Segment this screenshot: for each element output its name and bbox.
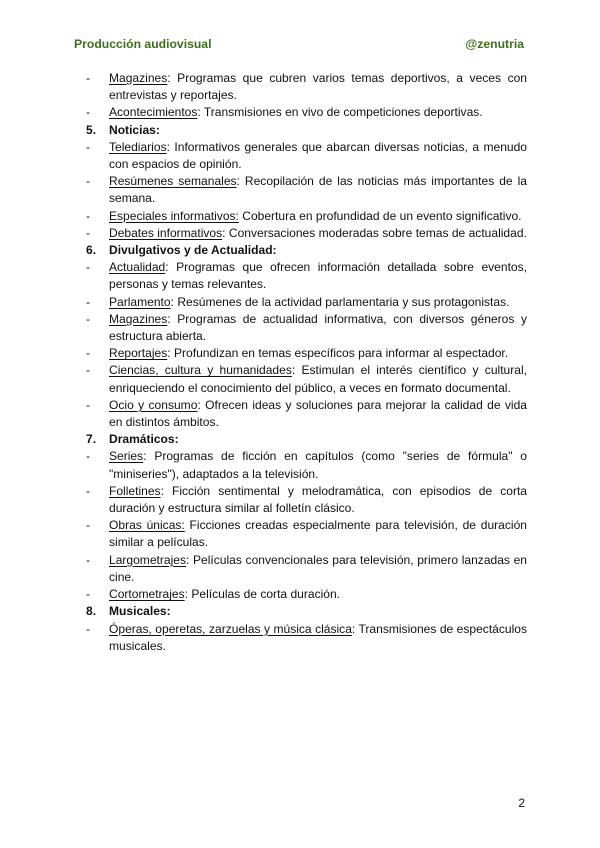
list-item	[86, 104, 527, 121]
item-term: Obras únicas:	[109, 518, 185, 533]
section-title: Musicales:	[109, 604, 171, 619]
item-description: Estimulan el interés científico y cultural, enriqueciendo el conocimiento del público, a veces en formato documental.	[109, 363, 527, 395]
bullet-dash: -	[86, 552, 91, 567]
bullet-dash: -	[86, 483, 91, 498]
list-item	[86, 483, 527, 517]
bullet-dash: -	[86, 174, 91, 189]
item-description: Recopilación de las noticias más importantes de la semana.	[109, 174, 528, 206]
item-description: Cobertura en profundidad de un evento significativo.	[238, 208, 522, 223]
item-term: Folletines	[109, 483, 161, 498]
section-number: 8.	[86, 604, 97, 619]
term-separator: :	[351, 621, 356, 636]
term-separator: :	[167, 346, 171, 361]
section-heading	[86, 431, 527, 448]
list-item	[86, 70, 527, 104]
bullet-dash: -	[86, 139, 91, 154]
term-separator: :	[197, 105, 201, 120]
bullet-dash: -	[86, 346, 91, 361]
bullet-dash: -	[86, 397, 91, 412]
item-term: Cortometrajes	[109, 587, 185, 602]
section-number: 6.	[86, 243, 97, 258]
list-item	[86, 362, 527, 396]
header-handle: @zenutria	[465, 37, 524, 51]
section-number: 7.	[86, 432, 97, 447]
list-item	[86, 173, 527, 207]
bullet-dash: -	[86, 621, 91, 636]
section-heading	[86, 122, 527, 139]
list-item	[86, 552, 527, 586]
bullet-dash: -	[86, 311, 91, 326]
item-description: Transmisiones de espectáculos musicales.	[109, 621, 527, 653]
list-item	[86, 345, 527, 362]
item-term: Telediarios	[109, 139, 167, 154]
term-separator: :	[167, 71, 171, 85]
item-description: Conversaciones moderadas sobre temas de actualidad.	[225, 225, 527, 240]
list-item	[86, 208, 527, 225]
section-title: Dramáticos	[109, 432, 175, 447]
list-item	[86, 294, 527, 311]
item-term: Magazines	[109, 71, 168, 85]
bullet-dash: -	[86, 225, 91, 240]
list-item	[86, 586, 527, 603]
bullet-dash: -	[86, 294, 91, 309]
term-separator: :	[197, 397, 201, 412]
item-description: Programas que ofrecen información detallada sobre eventos, personas y temas relevantes.	[109, 260, 527, 292]
section-heading	[86, 242, 527, 259]
item-term: Acontecimientos	[109, 105, 198, 120]
list-item	[86, 139, 527, 173]
term-separator: :	[143, 449, 147, 464]
section-title: Divulgativos y de Actualidad:	[109, 243, 277, 258]
item-term: Actualidad	[109, 260, 166, 275]
item-description: Películas convencionales para televisión, primero lanzadas en cine.	[109, 552, 527, 584]
page-number: 2	[518, 796, 525, 810]
term-separator: :	[165, 260, 169, 275]
item-description: Películas de corta duración.	[188, 587, 341, 602]
item-term: Especiales informativos:	[109, 208, 239, 223]
item-description: Profundizan en temas específicos para informar al espectador.	[170, 346, 509, 361]
term-separator: :	[222, 225, 226, 240]
item-description: Programas de ficción en capítulos (como "series de fórmula" o "miniseries"), adaptados a la televisión.	[109, 449, 527, 481]
header-title: Producción audiovisual	[74, 37, 212, 51]
bullet-dash: -	[86, 71, 91, 85]
page-header	[74, 37, 526, 55]
item-description: Ficción sentimental y melodramática, con episodios de corta duración y estructura similar al folletín clásico.	[109, 483, 527, 516]
section-number: 5.	[86, 122, 97, 137]
section-title: Noticias	[109, 122, 156, 137]
term-separator: :	[236, 174, 240, 189]
term-separator: :	[186, 552, 190, 567]
list-item	[86, 259, 527, 293]
item-term: Reportajes	[109, 346, 168, 361]
item-term: Series	[109, 449, 144, 464]
item-term: Parlamento	[109, 294, 171, 309]
item-term: Óperas, operetas, zarzuelas y música clásica	[109, 621, 352, 636]
document-body	[86, 70, 527, 655]
list-item	[86, 621, 527, 655]
item-description: Informativos generales que abarcan diversas noticias, a menudo con espacios de opinión.	[109, 139, 527, 172]
item-description: Programas de actualidad informativa, con diversos géneros y estructura abierta.	[109, 311, 527, 344]
section-heading	[86, 603, 527, 620]
item-term: Largometrajes	[109, 552, 187, 567]
term-separator: :	[174, 432, 179, 447]
bullet-dash: -	[86, 208, 91, 223]
term-separator: :	[184, 587, 189, 602]
term-separator: :	[170, 294, 174, 309]
term-separator: :	[160, 483, 164, 498]
bullet-dash: -	[86, 260, 91, 275]
bullet-dash: -	[86, 587, 91, 602]
item-description: Resúmenes de la actividad parlamentaria y sus protagonistas.	[173, 294, 510, 309]
list-item	[86, 311, 527, 345]
bullet-dash: -	[86, 518, 91, 533]
term-separator: :	[166, 139, 170, 154]
term-separator: :	[167, 311, 171, 326]
term-separator: :	[155, 122, 160, 137]
item-term: Debates informativos	[109, 225, 223, 240]
item-term: Resúmenes semanales	[109, 174, 237, 189]
list-item	[86, 517, 527, 551]
bullet-dash: -	[86, 449, 91, 464]
item-description: Programas que cubren varios temas deportivos, a veces con entrevistas y reportajes.	[109, 71, 527, 103]
item-description: Ficciones creadas especialmente para televisión, de duración similar a películas.	[109, 518, 527, 550]
list-item	[86, 397, 527, 431]
bullet-dash: -	[86, 105, 91, 120]
item-term: Ciencias, cultura y humanidades	[109, 363, 292, 378]
term-separator: :	[291, 363, 296, 378]
item-description: Ofrecen ideas y soluciones para mejorar la calidad de vida en distintos ámbitos.	[109, 397, 527, 430]
list-item	[86, 448, 527, 482]
item-term: Magazines	[109, 311, 168, 326]
bullet-dash: -	[86, 363, 91, 378]
list-item	[86, 225, 527, 242]
item-term: Ocio y consumo	[109, 397, 198, 412]
item-description: Transmisiones en vivo de competiciones deportivas.	[200, 105, 483, 120]
